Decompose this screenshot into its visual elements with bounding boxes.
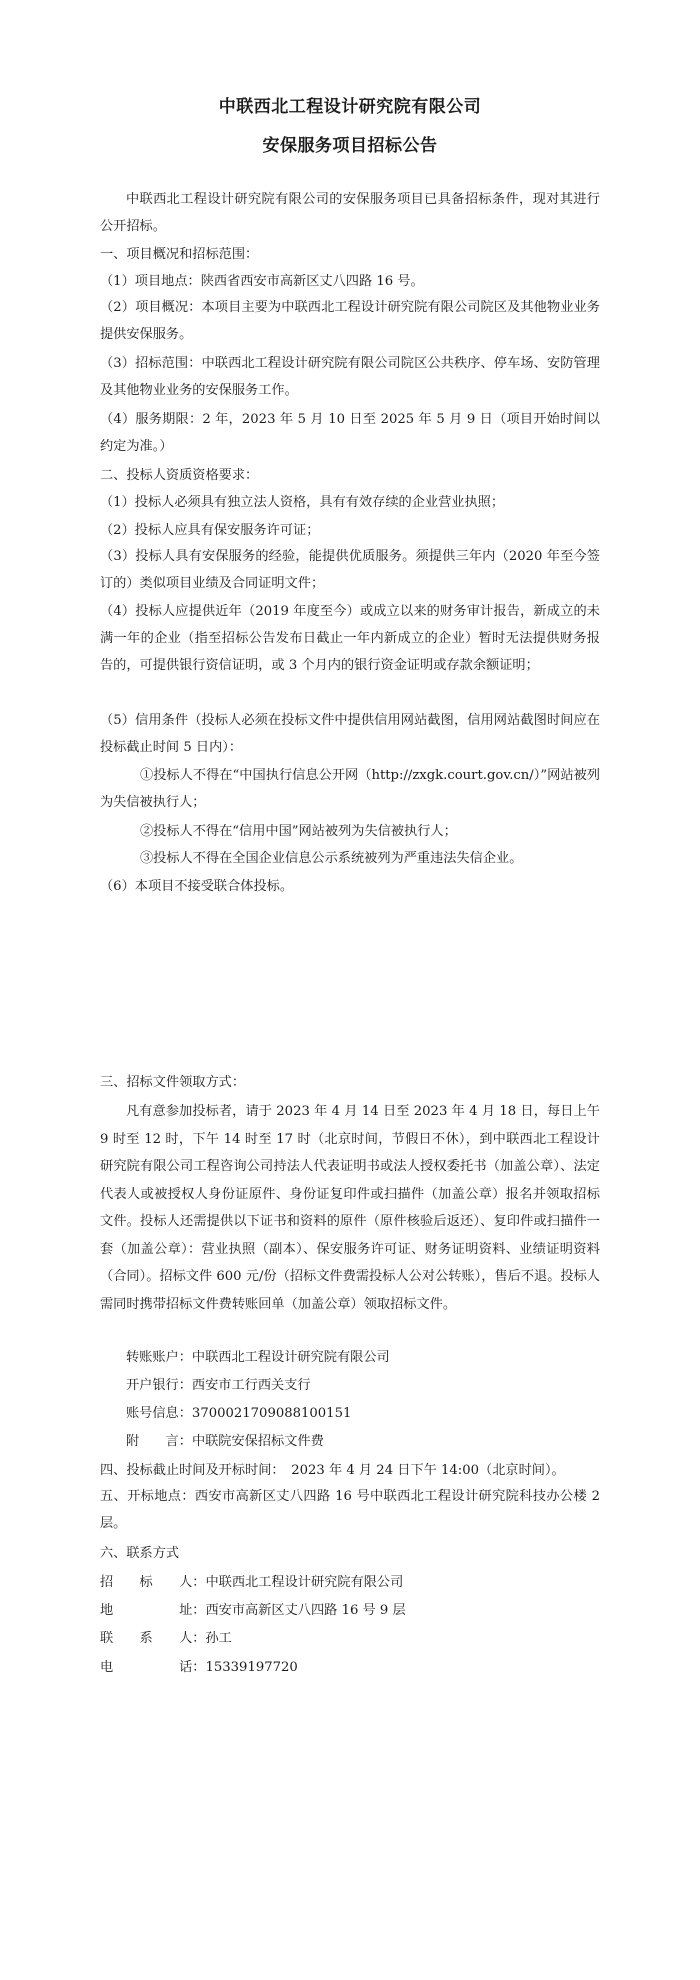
contact-row — [100, 1573, 403, 1593]
credit-item-1: ①投标人不得在“中国执行信息公开网（http://zxgk.court.gov.cn/）”网站被列为失信被执行人； — [100, 768, 600, 810]
section6-heading: 六、联系方式 — [100, 1546, 180, 1561]
section1-item-1: （1）项目地点：陕西省西安市高新区丈八四路 16 号。 — [100, 274, 424, 289]
contact-label: 联 系 人： — [100, 1631, 206, 1646]
remark-value: 中联院安保招标文件费 — [191, 1434, 324, 1449]
credit-item-3: ③投标人不得在全国企业信息公示系统被列为严重违法失信企业。 — [140, 851, 523, 866]
contact-value: 孙工 — [205, 1631, 232, 1646]
contact-value: 西安市高新区丈八四路 16 号 9 层 — [205, 1603, 406, 1618]
section2-item-6: （6）本项目不接受联合体投标。 — [100, 879, 294, 894]
account-number: 账号信息：3700021709088100151 — [126, 1406, 352, 1421]
document-subtitle: 安保服务项目招标公告 — [262, 136, 438, 156]
section1-item-4: （4）服务期限：2 年，2023 年 5 月 10 日至 2025 年 5 月 9 日（项目开始时间以约定为准。） — [100, 412, 600, 454]
document-title: 中联西北工程设计研究院有限公司 — [218, 97, 482, 117]
contact-value: 15339197720 — [205, 1660, 298, 1675]
bank-name: 开户银行：西安市工行西关支行 — [126, 1378, 311, 1393]
contact-row — [100, 1629, 232, 1649]
section3-body: 凡有意参加投标者，请于 2023 年 4 月 14 日至 2023 年 4 月 18 日，每日上午 9 时至 12 时，下午 14 时至 17 时（北京时间，节假日不休），到中联西北工程设计研究院有限公司工程咨询公司持法人代表证明书或法人授权委托书（加盖公章）、法定代表人或被授权人身份证原件、身份证复印件或扫描件（加盖公章）报名并领取招标文件。投标人还需提供以下证书和资料的原件（原件核验后返还）、复印件或扫描件一套（加盖公章）：营业执照（副本）、保安服务许可证、财务证明资料、业绩证明资料（合同）。招标文件 600 元/份（招标文件费需投标人公对公转账），售后不退。投标人需同时携带招标文件费转账回单（加盖公章）领取招标文件。 — [100, 1104, 600, 1312]
section2-heading: 二、投标人资质资格要求： — [100, 468, 259, 483]
section1-heading: 一、项目概况和招标范围： — [100, 247, 259, 262]
section2-item-1: （1）投标人必须具有独立法人资格，具有有效存续的企业营业执照； — [100, 495, 505, 510]
credit-item-2: ②投标人不得在“信用中国”网站被列为失信被执行人； — [140, 824, 457, 839]
contact-row — [100, 1601, 406, 1621]
section1-item-2: （2）项目概况：本项目主要为中联西北工程设计研究院有限公司院区及其他物业业务提供安保服务。 — [100, 300, 600, 342]
remark-label: 附 言： — [126, 1434, 192, 1449]
contact-label: 电 话： — [100, 1660, 206, 1675]
section2-item-4: （4）投标人应提供近年（2019 年度至今）或成立以来的财务审计报告，新成立的未满一年的企业（指至招标公告发布日截止一年内新成立的企业）暂时无法提供财务报告的，可提供银行资信证明，或 3 个月内的银行资金证明或存款余额证明； — [100, 604, 600, 673]
section2-item-5: （5）信用条件（投标人必须在投标文件中提供信用网站截图，信用网站截图时间应在投标截止时间 5 日内）： — [100, 713, 600, 755]
intro-paragraph: 中联西北工程设计研究院有限公司的安保服务项目已具备招标条件，现对其进行公开招标。 — [100, 192, 600, 234]
section2-item-3: （3）投标人具有安保服务的经验，能提供优质服务。须提供三年内（2020 年至今签订的）类似项目业绩及合同证明文件； — [100, 549, 600, 591]
section1-item-3: （3）招标范围：中联西北工程设计研究院有限公司院区公共秩序、停车场、安防管理及其他物业业务的安保服务工作。 — [100, 356, 600, 398]
section5-location: 五、开标地点：西安市高新区丈八四路 16 号中联西北工程设计研究院科技办公楼 2 层。 — [100, 1489, 600, 1531]
contact-label: 招 标 人： — [100, 1575, 206, 1590]
section4-deadline: 四、投标截止时间及开标时间： 2023 年 4 月 24 日下午 14:00（北京时间）。 — [100, 1463, 565, 1478]
section3-heading: 三、招标文件领取方式： — [100, 1075, 246, 1090]
section2-item-2: （2）投标人应具有保安服务许可证； — [100, 523, 320, 538]
contact-value: 中联西北工程设计研究院有限公司 — [205, 1575, 404, 1590]
contact-row — [100, 1658, 298, 1678]
remark-line — [126, 1432, 324, 1452]
contact-label: 地 址： — [100, 1603, 206, 1618]
transfer-account: 转账账户：中联西北工程设计研究院有限公司 — [126, 1350, 390, 1365]
